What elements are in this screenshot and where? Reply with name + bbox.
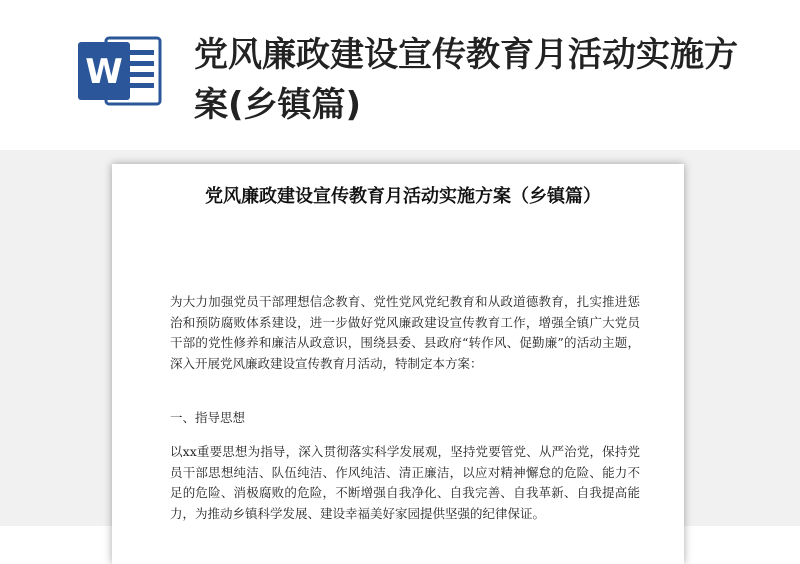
word-document-icon bbox=[76, 32, 166, 110]
document-page bbox=[112, 164, 684, 564]
banner-title: 党风廉政建设宣传教育月活动实施方案(乡镇篇) bbox=[194, 35, 738, 125]
banner bbox=[0, 0, 800, 160]
document-title: 党风廉政建设宣传教育月活动实施方案（乡镇篇） bbox=[205, 186, 601, 207]
paragraph-guiding-thought: 以xx重要思想为指导，深入贯彻落实科学发展观，坚持党要管党、从严治党，保持党员干部思想纯洁、队伍纯洁、作风纯洁、清正廉洁，以应对精神懈怠的危险、能力不足的危险、消极腐败的危险，不断增强自我净化、自我完善、自我革新、自我提高能力，为推动乡镇科学发展、建设幸福美好家园提供坚强的纪律保证。 bbox=[170, 444, 640, 521]
word-icon-letter: W bbox=[85, 52, 123, 92]
section-heading: 一、指导思想 bbox=[170, 410, 246, 425]
paragraph-intro: 为大力加强党员干部理想信念教育、党性党风党纪教育和从政道德教育，扎实推进惩治和预防腐败体系建设，进一步做好党风廉政建设宣传教育工作，增强全镇广大党员干部的党性修养和廉洁从政意识，围绕县委、县政府“转作风、促勤廉”的活动主题，深入开展党风廉政建设宣传教育月活动，特制定本方案： bbox=[170, 294, 640, 371]
